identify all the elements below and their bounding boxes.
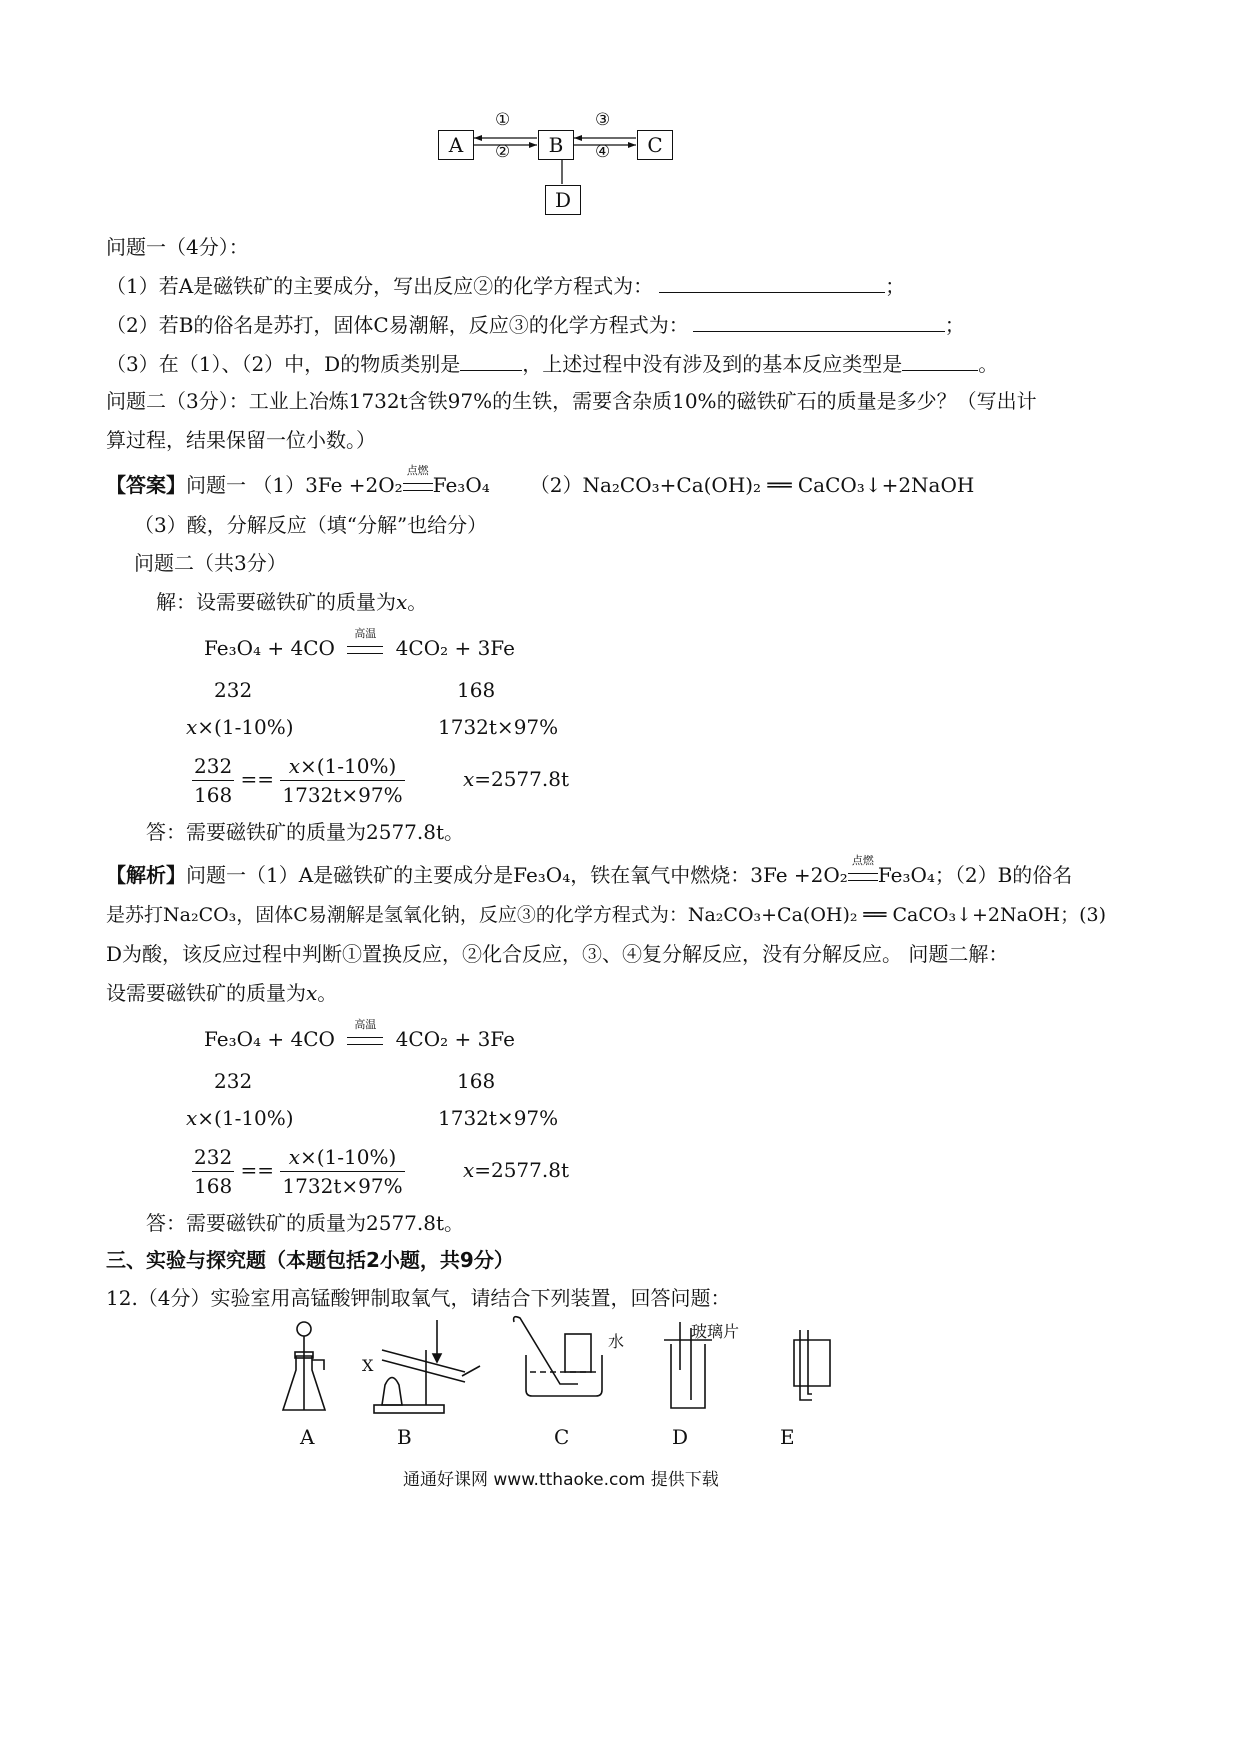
var-x: x <box>186 1106 198 1130</box>
q2-line2: 算过程，结果保留一位小数。） <box>106 428 376 452</box>
equals-sign: == <box>240 767 275 791</box>
result <box>463 1158 569 1182</box>
var-x: x <box>288 1145 300 1169</box>
apparatus-water-label: 水 <box>608 1332 625 1351</box>
fraction-2-num-value: ×(1-10%) <box>299 1145 397 1169</box>
q1-part3-end: 。 <box>978 352 999 376</box>
arrow-label-1: ① <box>495 110 511 130</box>
analysis-line2: 是苏打Na₂CO₃，固体C易潮解是氢氧化钠，反应③的化学方程式为：Na₂CO₃+Ca(OH)₂ ══ CaCO₃↓+2NaOH；(3) <box>106 904 1107 926</box>
apparatus-label-d: D <box>672 1425 689 1449</box>
fraction-1 <box>192 1143 234 1200</box>
amount-iron: 1732t×97% <box>438 1106 559 1130</box>
analysis-label: 【解析】 <box>106 863 186 887</box>
q1-part3-text-b: ，上述过程中没有涉及到的基本反应类型是 <box>522 352 903 376</box>
var-x: x <box>396 590 408 614</box>
node-a: A <box>438 130 474 160</box>
answer-equation <box>204 627 515 662</box>
mass-232: 232 <box>214 1069 253 1093</box>
apparatus-label-c: C <box>554 1425 570 1449</box>
fraction-1 <box>192 752 234 809</box>
answer-line3: （3）酸，分解反应（填“分解”也给分） <box>134 513 488 537</box>
fraction-2-num-value: ×(1-10%) <box>299 754 397 778</box>
analysis-line1-b: Fe₃O₄；（2）B的俗名 <box>877 863 1073 887</box>
eq-left: Fe₃O₄ + 4CO <box>204 636 335 660</box>
section3-title: 三、实验与探究题（本题包括2小题，共9分） <box>106 1248 514 1272</box>
proportion <box>192 752 569 809</box>
analysis-equation <box>204 1018 515 1053</box>
amount-iron: 1732t×97% <box>438 715 559 739</box>
ignite-condition <box>403 464 433 499</box>
answer-q2-head: 问题二（共3分） <box>134 551 287 575</box>
fraction-2-num <box>280 1143 404 1172</box>
solve-text: 解：设需要磁铁矿的质量为 <box>156 590 396 614</box>
answer-line1 <box>106 464 975 499</box>
apparatus-glass-label: 玻璃片 <box>691 1322 740 1341</box>
apparatus-x-label: X <box>362 1356 374 1375</box>
ignite-condition <box>848 854 878 889</box>
answer-blank-4[interactable] <box>902 350 978 371</box>
arrow-label-3: ③ <box>595 110 611 130</box>
q1-part1 <box>106 272 905 300</box>
high-temp-condition <box>347 627 383 662</box>
answer-eq2: （2）Na₂CO₃+Ca(OH)₂ ══ CaCO₃↓+2NaOH <box>529 473 975 497</box>
analysis-line4-text: 设需要磁铁矿的质量为 <box>106 981 306 1005</box>
analysis-line1-a: 问题一（1）A是磁铁矿的主要成分是Fe₃O₄，铁在氧气中燃烧：3Fe +2O₂ <box>186 863 848 887</box>
fraction-2-num <box>280 752 404 781</box>
fraction-2-den: 1732t×97% <box>282 1174 403 1198</box>
eq-right: 4CO₂ + 3Fe <box>395 636 515 660</box>
answer-blank-3[interactable] <box>460 350 522 371</box>
q1-part3-text-a: （3）在（1）、（2）中，D的物质类别是 <box>106 352 461 376</box>
var-x: x <box>186 715 198 739</box>
amount-x-value: ×(1-10%) <box>197 1106 294 1130</box>
amount-x-value: ×(1-10%) <box>197 715 294 739</box>
q1-heading: 问题一（4分）： <box>106 235 249 259</box>
q1-part3 <box>106 350 998 378</box>
ignite-label: 点燃 <box>851 854 874 867</box>
result-value: =2577.8t <box>474 1158 569 1182</box>
equals-sign: == <box>240 1158 275 1182</box>
var-x: x <box>462 767 475 791</box>
apparatus-b <box>374 1320 480 1413</box>
proportion <box>192 1143 569 1200</box>
high-temp-condition <box>347 1018 383 1053</box>
amount-x <box>186 1104 294 1132</box>
apparatus-c <box>514 1317 602 1396</box>
var-x: x <box>306 981 318 1005</box>
ignite-label: 点燃 <box>406 464 429 477</box>
answer-q1-text: 问题一 （1）3Fe +2O₂ <box>186 473 403 497</box>
arrow-label-2: ② <box>495 142 511 162</box>
analysis-conclusion: 答：需要磁铁矿的质量为2577.8t。 <box>146 1211 465 1235</box>
node-c: C <box>637 130 673 160</box>
apparatus-label-e: E <box>780 1425 795 1449</box>
eq-right: 4CO₂ + 3Fe <box>395 1027 515 1051</box>
mass-168: 168 <box>457 1069 496 1093</box>
apparatus-a <box>283 1322 325 1410</box>
mass-232: 232 <box>214 678 253 702</box>
answer-solve <box>156 588 427 616</box>
q1-part2 <box>106 311 965 339</box>
diagram-arrows <box>0 0 1240 230</box>
answer-product1: Fe₃O₄ <box>432 473 490 497</box>
q1-part1-text: （1）若A是磁铁矿的主要成分，写出反应②的化学方程式为： <box>106 274 654 298</box>
amount-x <box>186 713 294 741</box>
page-footer: 通通好课网 www.tthaoke.com 提供下载 <box>403 1470 719 1490</box>
q1-part2-end: ； <box>944 313 965 337</box>
answer-blank-2[interactable] <box>693 311 945 332</box>
fraction-1-den: 168 <box>194 1174 233 1198</box>
fraction-1-num: 232 <box>192 752 234 781</box>
fraction-2 <box>280 752 404 809</box>
q2-line1: 问题二（3分）：工业上冶炼1732t含铁97%的生铁，需要含杂质10%的磁铁矿石的质量是多少？（写出计 <box>106 389 1037 413</box>
q1-part1-end: ； <box>885 274 906 298</box>
question-12: 12.（4分）实验室用高锰酸钾制取氧气，请结合下列装置，回答问题： <box>106 1286 731 1310</box>
node-d: D <box>545 185 581 215</box>
analysis-line4 <box>106 979 337 1007</box>
answer-blank-1[interactable] <box>659 272 885 293</box>
high-temp-label: 高温 <box>354 627 377 640</box>
answer-conclusion: 答：需要磁铁矿的质量为2577.8t。 <box>146 820 465 844</box>
fraction-2-den: 1732t×97% <box>282 783 403 807</box>
fraction-1-den: 168 <box>194 783 233 807</box>
answer-label: 【答案】 <box>106 473 186 497</box>
apparatus-label-b: B <box>397 1425 412 1449</box>
solve-period: 。 <box>407 590 428 614</box>
fraction-2 <box>280 1143 404 1200</box>
var-x: x <box>288 754 300 778</box>
analysis-period: 。 <box>317 981 338 1005</box>
analysis-line1 <box>106 854 1073 889</box>
node-b: B <box>538 130 574 160</box>
apparatus-e <box>794 1330 830 1400</box>
high-temp-label: 高温 <box>354 1018 377 1031</box>
result <box>463 767 569 791</box>
analysis-line3: D为酸，该反应过程中判断①置换反应，②化合反应，③、④复分解反应，没有分解反应。 问题二解： <box>106 942 1009 966</box>
var-x: x <box>462 1158 475 1182</box>
q1-part2-text: （2）若B的俗名是苏打，固体C易潮解，反应③的化学方程式为： <box>106 313 689 337</box>
mass-168: 168 <box>457 678 496 702</box>
fraction-1-num: 232 <box>192 1143 234 1172</box>
result-value: =2577.8t <box>474 767 569 791</box>
eq-left: Fe₃O₄ + 4CO <box>204 1027 335 1051</box>
arrow-label-4: ④ <box>595 142 611 162</box>
apparatus-label-a: A <box>300 1425 315 1449</box>
